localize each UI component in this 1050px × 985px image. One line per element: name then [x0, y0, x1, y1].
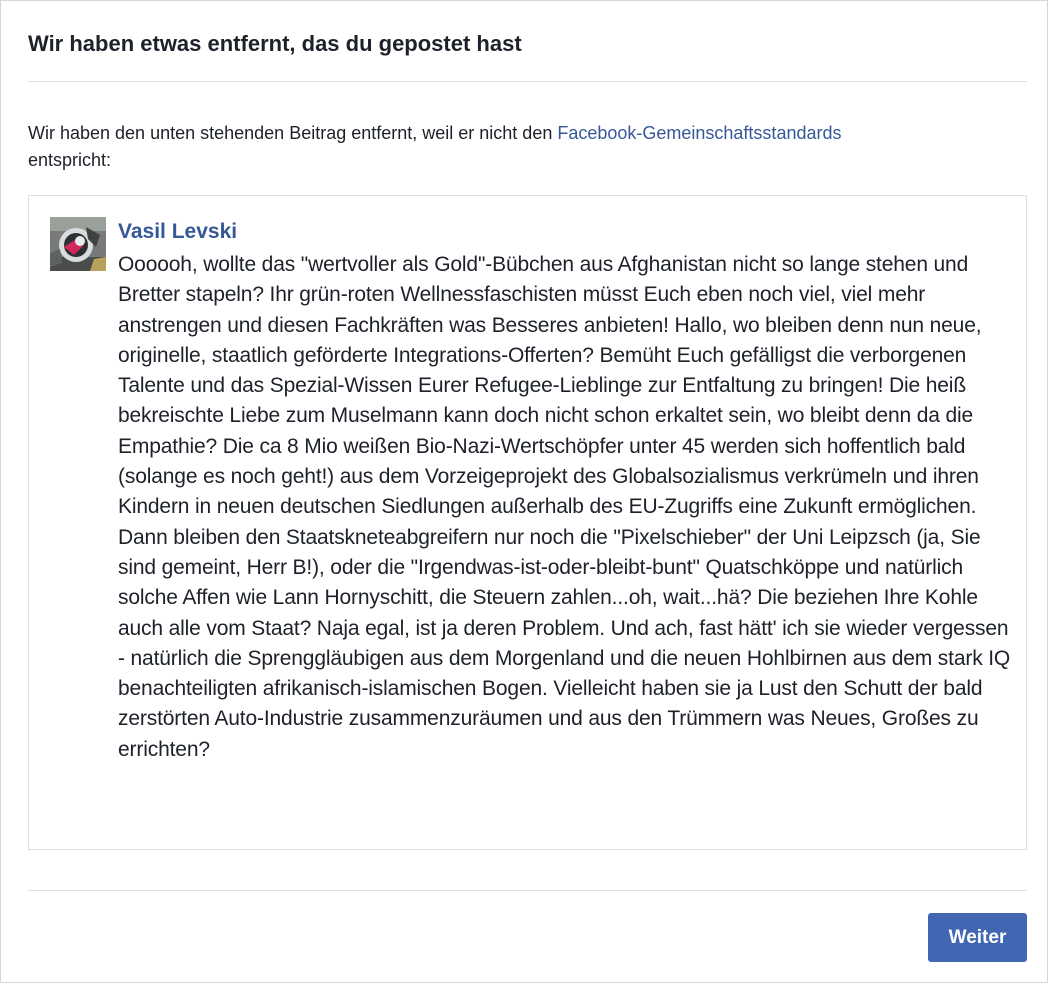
removed-post: [28, 195, 1027, 850]
intro-message: [28, 120, 1018, 174]
profile-photo-icon[interactable]: [50, 217, 106, 271]
dialog-title: Wir haben etwas entfernt, das du gepostet hast: [28, 31, 522, 56]
intro-text: Wir haben den unten stehenden Beitrag entfernt, weil er nicht den: [28, 123, 558, 143]
community-standards-link[interactable]: Facebook-Gemeinschaftsstandards: [557, 123, 842, 143]
post-text: Oooooh, wollte das "wertvoller als Gold"-Bübchen aus Afghanistan nicht so lange stehen und Bretter stapeln? Ihr grün-roten Wellnessfaschisten müsst Euch eben noch viel, viel mehr anstrengen und diesen Fachkräften was Besseres anbieten! Hallo, wo bleiben denn nun neue, originelle, staatlich geförderte Integrations-Offerten? Bemüht Euch gefälligst die verborgenen Talente und das Spezial-Wissen Eurer Refugee-Lieblinge zur Entfaltung zu bringen! Die heiß bekreischte Liebe zum Muselmann kann doch nicht schon erkaltet sein, wo bleibt denn da die Empathie? Die ca 8 Mio weißen Bio-Nazi-Wertschöpfer unter 45 werden sich hoffentlich bald (solange es noch geht!) aus dem Vorzeigeprojekt des Globalsozialismus verkrümeln und ihren Kindern in neuen deutschen Siedlungen außerhalb des EU-Zugriffs eine Zukunft ermöglichen. Dann bleiben den Staatskneteabgreifern nur noch die "Pixelschieber" der Uni Leipzsch (ja, Sie sind gemeint, Herr B!), oder die "Irgendwas-ist-oder-bleibt-bunt" Quatschköppe und natürlich solche Affen wie Lann Hornyschitt, die Steuern zahlen...oh, wait...hä? Die beziehen Ihre Kohle auch alle vom Staat? Naja egal, ist ja deren Problem. Und ach, fast hätt' ich sie wieder vergessen - natürlich die Sprenggläubigen aus dem Morgenland und die neuen Hohlbirnen aus dem stark IQ benachteiligten afrikanisch-islamischen Bogen. Vielleicht haben sie ja Lust den Schutt der bald zerstörten Auto-Industrie zusammenzuräumen und aus den Trümmern was Neues, Großes zu errichten?: [118, 253, 1011, 761]
continue-button[interactable]: Weiter: [928, 913, 1027, 962]
post-author-name[interactable]: Vasil Levski: [118, 220, 238, 243]
avatar-image: [50, 217, 106, 271]
footer-divider: [28, 890, 1027, 891]
header-divider: [28, 81, 1027, 82]
intro-suffix: entspricht:: [28, 150, 112, 170]
